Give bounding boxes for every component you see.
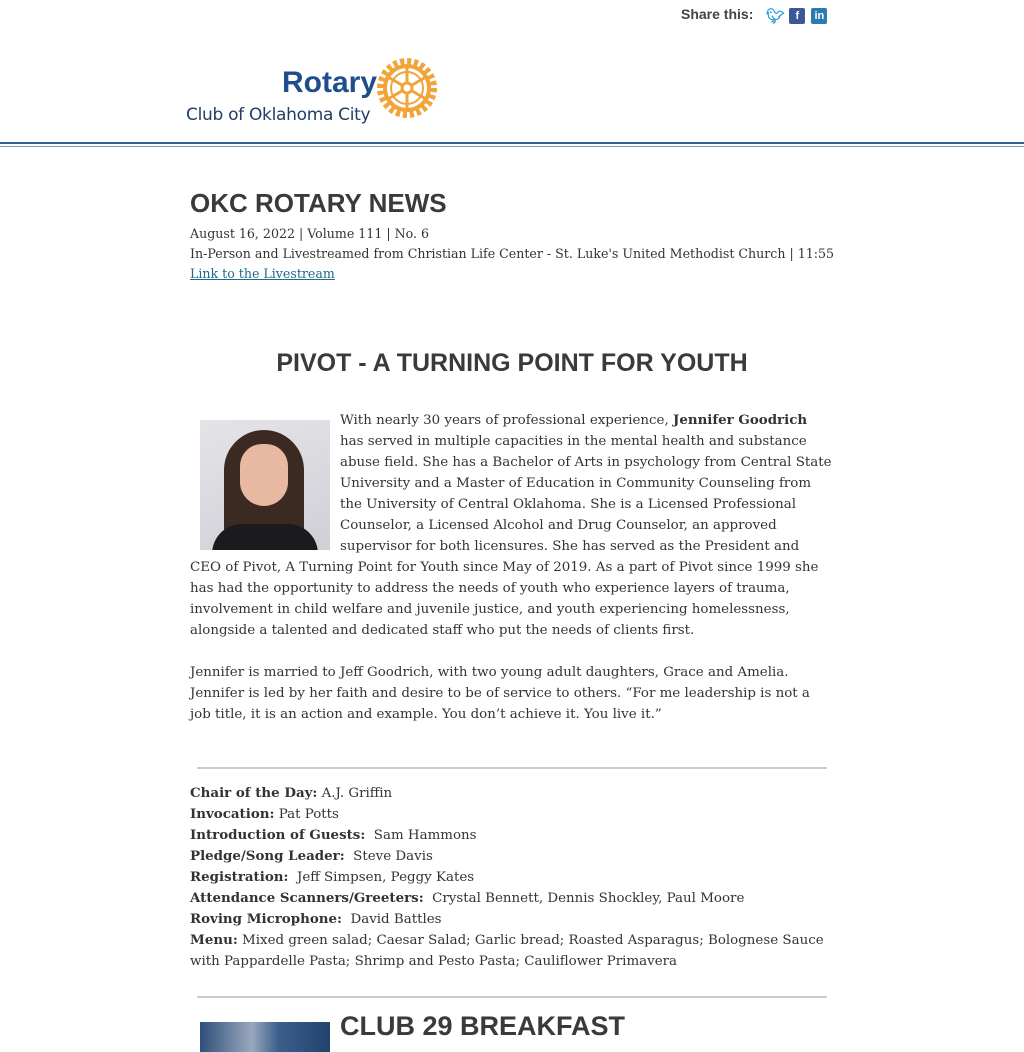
header-divider-thin	[0, 146, 1024, 147]
linkedin-icon[interactable]: in	[811, 8, 827, 24]
role-label: Menu:	[190, 932, 238, 948]
role-value: Steve Davis	[344, 849, 433, 864]
role-label: Chair of the Day:	[190, 785, 318, 801]
date-line: August 16, 2022 | Volume 111 | No. 6	[190, 226, 429, 241]
speaker-bio	[190, 410, 834, 725]
speaker-photo	[200, 420, 330, 550]
role-label: Roving Microphone:	[190, 911, 342, 927]
rotary-logo[interactable]	[186, 56, 446, 128]
role-value: A.J. Griffin	[317, 786, 393, 801]
feature-title: PIVOT - A TURNING POINT FOR YOUTH	[276, 349, 748, 377]
facebook-icon[interactable]: f	[789, 8, 805, 24]
role-label: Introduction of Guests:	[190, 827, 366, 843]
club29-section	[190, 1011, 834, 1052]
newsletter-content	[190, 186, 834, 1052]
livestream-link[interactable]: Link to the Livestream	[190, 266, 335, 281]
role-item	[190, 930, 834, 972]
logo-name: Rotary	[282, 66, 378, 99]
role-item	[190, 804, 834, 825]
role-label: Pledge/Song Leader:	[190, 848, 345, 864]
role-item	[190, 825, 834, 846]
location-line: In-Person and Livestreamed from Christian Life Center - St. Luke's United Methodist Church | 11:55	[190, 246, 834, 261]
role-value: Mixed green salad; Caesar Salad; Garlic bread; Roasted Asparagus; Bolognese Sauce with Pappardelle Pasta; Shrimp and Pesto Pasta; Cauliflower Primavera	[190, 933, 824, 969]
role-value: Jeff Simpsen, Peggy Kates	[288, 870, 475, 885]
role-label: Invocation:	[190, 806, 275, 822]
role-item	[190, 783, 834, 804]
share-bar	[681, 3, 827, 24]
role-item	[190, 867, 834, 888]
bio-intro: With nearly 30 years of professional experience,	[340, 413, 673, 428]
role-value: Crystal Bennett, Dennis Shockley, Paul Moore	[423, 891, 745, 906]
header-divider	[0, 142, 1024, 144]
rotary-wheel-icon	[376, 57, 438, 119]
section-divider	[197, 996, 827, 998]
role-item	[190, 846, 834, 867]
twitter-icon[interactable]: 🐦︎	[765, 8, 785, 25]
newsletter-title: OKC ROTARY NEWS	[190, 188, 447, 218]
role-item	[190, 888, 834, 909]
role-item	[190, 909, 834, 930]
meeting-roles	[190, 783, 834, 972]
role-label: Attendance Scanners/Greeters:	[190, 890, 424, 906]
club29-image	[200, 1022, 330, 1052]
role-label: Registration:	[190, 869, 289, 885]
role-value: David Battles	[341, 912, 442, 927]
bio-text: has served in multiple capacities in the mental health and substance abuse field. She has a Bachelor of Arts in psychology from Central State University and a Master of Education in Community Counseling from the University of Central Oklahoma. She is a Licensed Professional Counselor, a Licensed Alcohol and Drug Counselor, an approved supervisor for both licensures. She has served as the President and CEO of Pivot, A Turning Point for Youth since May of 2019. As a part of Pivot since 1999 she has had the opportunity to address the needs of youth who experience layers of trauma, involvement in child welfare and juvenile justice, and youth experiencing homelessness, alongside a talented and dedicated staff who put the needs of clients first.	[190, 434, 832, 638]
role-value: Pat Potts	[274, 807, 339, 822]
share-label: Share this:	[681, 5, 754, 22]
role-value: Sam Hammons	[365, 828, 477, 843]
speaker-name: Jennifer Goodrich	[672, 412, 808, 428]
logo-subtitle: Club of Oklahoma City	[186, 105, 371, 125]
bio-paragraph-2: Jennifer is married to Jeff Goodrich, with two young adult daughters, Grace and Amelia. Jennifer is led by her faith and desire to be of service to others. “For me leadership is not a job title, it is an action and example. You don’t achieve it. You live it.”	[190, 665, 810, 722]
club29-title: CLUB 29 BREAKFAST	[340, 1011, 626, 1041]
